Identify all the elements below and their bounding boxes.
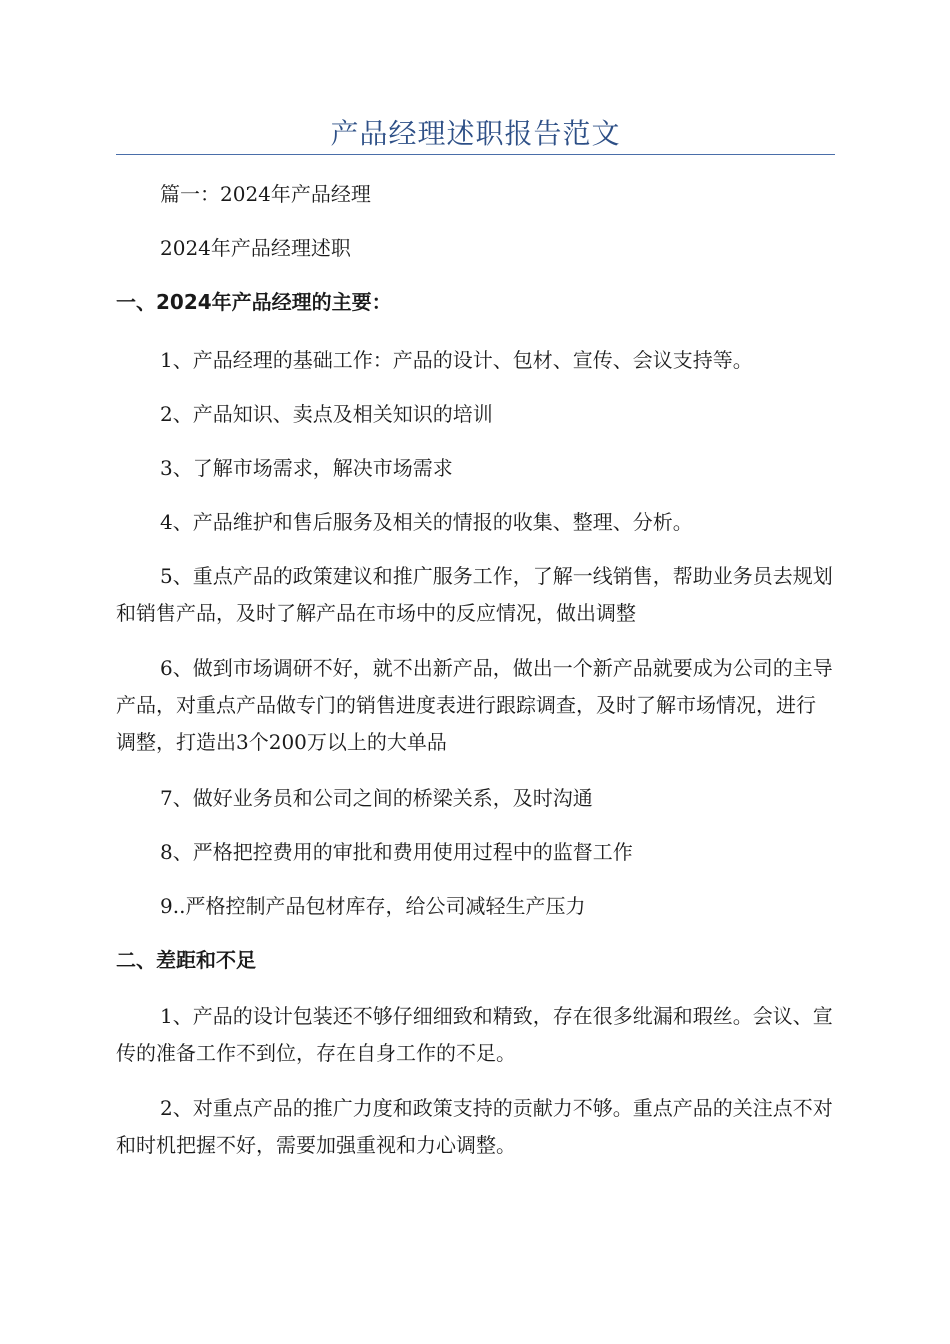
- section2-item: 2、对重点产品的推广力度和政策支持的贡献力不够。重点产品的关注点不对和时机把握不好，需要加强重视和力心调整。: [116, 1096, 833, 1157]
- section1-item: 5、重点产品的政策建议和推广服务工作，了解一线销售，帮助业务员去规划和销售产品，及时了解产品在市场中的反应情况，做出调整: [116, 564, 833, 625]
- section1-item: 6、做到市场调研不好，就不出新产品，做出一个新产品就要成为公司的主导产品，对重点产品做专门的销售进度表进行跟踪调查，及时了解市场情况，进行调整，打造出3个200万以上的大单品: [116, 656, 833, 754]
- document-title: 产品经理述职报告范文: [330, 117, 621, 150]
- section1-item: 1、产品经理的基础工作：产品的设计、包材、宣传、会议支持等。: [160, 348, 753, 372]
- section1-heading: 一、2024年产品经理的主要：: [116, 290, 392, 314]
- section1-item: 7、做好业务员和公司之间的桥梁关系，及时沟通: [160, 786, 593, 810]
- intro-line-1: 篇一：2024年产品经理: [160, 182, 371, 206]
- section1-item: 3、了解市场需求，解决市场需求: [160, 456, 453, 480]
- section1-item: 8、严格把控费用的审批和费用使用过程中的监督工作: [160, 840, 633, 864]
- section2-heading: 二、差距和不足: [116, 948, 256, 972]
- section1-item: 2、产品知识、卖点及相关知识的培训: [160, 402, 493, 426]
- section1-item: 4、产品维护和售后服务及相关的情报的收集、整理、分析。: [160, 510, 693, 534]
- intro-line-2: 2024年产品经理述职: [160, 236, 351, 260]
- title-underline: [116, 154, 835, 155]
- section2-item: 1、产品的设计包装还不够仔细细致和精致，存在很多纰漏和瑕丝。会议、宣传的准备工作不到位，存在自身工作的不足。: [116, 1004, 833, 1065]
- section1-item: 9..严格控制产品包材库存，给公司减轻生产压力: [160, 894, 586, 918]
